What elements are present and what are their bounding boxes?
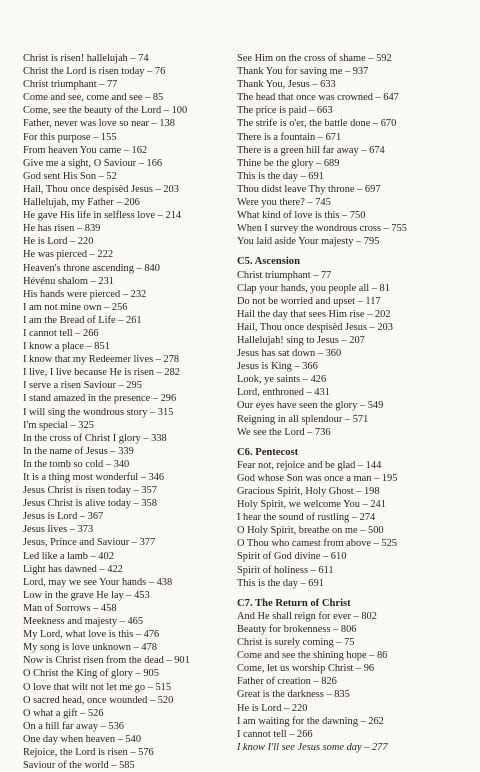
index-entry: Jesus lives – 373 xyxy=(23,524,94,536)
index-entry: O Thou who camest from above – 525 xyxy=(237,538,397,550)
index-entry: Christ triumphant – 77 xyxy=(237,269,332,281)
section-heading: C6. Pentecost xyxy=(237,446,299,458)
index-entry: Light has dawned – 422 xyxy=(23,563,123,575)
index-entry: I'm special – 325 xyxy=(23,419,94,431)
index-entry: Fear not, rejoice and be glad – 144 xyxy=(237,459,382,471)
index-entry: Jesus, Prince and Saviour – 377 xyxy=(23,537,156,549)
index-entry: Come and see, come and see – 85 xyxy=(23,92,164,104)
index-entry: Clap your hands, you people all – 81 xyxy=(237,282,390,294)
index-entry: Great is the darkness – 835 xyxy=(237,689,350,701)
index-entry: The price is paid – 663 xyxy=(237,105,333,117)
index-entry: Reigning in all splendour – 571 xyxy=(237,413,369,425)
index-entry: Lord, enthroned – 431 xyxy=(237,387,330,399)
index-entry: Give me a sight, O Saviour – 166 xyxy=(23,157,163,169)
index-entry: In the cross of Christ I glory – 338 xyxy=(23,432,167,444)
index-entry: There is a green hill far away – 674 xyxy=(237,144,385,156)
index-entry: I know a place – 851 xyxy=(23,341,110,353)
index-entry: I cannot tell – 266 xyxy=(23,327,99,339)
index-entry: I cannot tell – 266 xyxy=(237,728,313,740)
index-entry: Thou didst leave Thy throne – 697 xyxy=(237,183,381,195)
index-entry: One day when heaven – 540 xyxy=(23,733,142,745)
index-entry: O what a gift – 526 xyxy=(23,707,104,719)
index-entry: Led like a lamb – 402 xyxy=(23,550,114,562)
index-entry: Lord, may we see Your hands – 438 xyxy=(23,576,173,588)
index-entry: The head that once was crowned – 647 xyxy=(237,92,399,104)
index-entry: Spirit of God divine – 610 xyxy=(237,551,347,563)
index-entry: I am waiting for the dawning – 262 xyxy=(237,715,384,727)
index-entry: For this purpose – 155 xyxy=(23,131,117,143)
index-entry: His hands were pierced – 232 xyxy=(23,288,147,300)
index-entry: I am the Bread of Life – 261 xyxy=(23,314,142,326)
index-entry: Holy Spirit, we welcome You – 241 xyxy=(237,499,386,511)
index-entry: Father, never was love so near – 138 xyxy=(23,118,175,130)
index-entry: Now is Christ risen from the dead – 901 xyxy=(23,655,190,667)
index-entry: He was pierced – 222 xyxy=(23,249,114,261)
index-entry: Come, let us worship Christ – 96 xyxy=(237,663,375,675)
index-entry: Thine be the glory – 689 xyxy=(237,157,340,169)
index-entry: I am not mine own – 256 xyxy=(23,301,128,313)
index-entry: Thank You, Jesus – 633 xyxy=(237,79,336,91)
index-entry: And He shall reign for ever – 802 xyxy=(237,610,377,622)
index-entry: He is Lord – 220 xyxy=(237,702,308,714)
index-entry: Jesus is Lord – 367 xyxy=(23,511,104,523)
index-entry: From heaven You came – 162 xyxy=(23,144,148,156)
index-entry: See Him on the cross of shame – 592 xyxy=(237,53,392,64)
index-entry: He is Lord – 220 xyxy=(23,236,94,248)
index-entry: O Holy Spirit, breathe on me – 500 xyxy=(237,525,384,537)
index-entry: He gave His life in selfless love – 214 xyxy=(23,210,182,222)
index-entry: Hallelujah, my Father – 206 xyxy=(23,197,140,209)
index-entry: Christ is surely coming – 75 xyxy=(237,637,355,649)
index-entry: Saviour of the world – 585 xyxy=(23,760,135,772)
index-entry: Low in the grave He lay – 453 xyxy=(23,589,150,601)
index-entry: My Lord, what love is this – 476 xyxy=(23,629,160,641)
index-entry: Father of creation – 826 xyxy=(237,676,337,688)
index-entry: Gracious Spirit, Holy Ghost – 198 xyxy=(237,486,380,497)
index-entry: You laid aside Your majesty – 795 xyxy=(237,236,380,248)
index-entry: In the tomb so cold – 340 xyxy=(23,458,130,470)
index-entry: Hévénu shalom – 231 xyxy=(23,275,114,287)
index-entry: It is a thing most wonderful – 346 xyxy=(23,472,165,483)
index-entry: Come and see the shining hope – 86 xyxy=(237,650,388,662)
index-entry: I hear the sound of rustling – 274 xyxy=(237,512,376,524)
index-entry: Jesus is King – 366 xyxy=(237,361,318,373)
index-entry: I will sing the wondrous story – 315 xyxy=(23,406,174,418)
left-column xyxy=(23,52,228,772)
index-entry: God whose Son was once a man – 195 xyxy=(237,472,398,484)
index-entry: In the name of Jesus – 339 xyxy=(23,445,134,457)
index-entry: O love that wilt not let me go – 515 xyxy=(23,681,172,693)
index-entry: There is a fountain – 671 xyxy=(237,131,342,143)
index-entry: Meekness and majesty – 465 xyxy=(23,616,144,628)
index-entry: The strife is o'er, the battle done – 670 xyxy=(237,118,397,130)
index-entry: Look, ye saints – 426 xyxy=(237,374,327,386)
index-entry: Jesus Christ is alive today – 358 xyxy=(23,498,157,510)
index-entry: Hallelujah! sing to Jesus – 207 xyxy=(237,334,365,346)
index-entry: What kind of love is this – 750 xyxy=(237,210,366,222)
index-entry: Come, see the beauty of the Lord – 100 xyxy=(23,105,188,117)
index-entry: Rejoice, the Lord is risen – 576 xyxy=(23,746,154,758)
index-entry: I live, I live because He is risen – 282 xyxy=(23,367,180,379)
index-entry: This is the day – 691 xyxy=(237,577,324,589)
index-entry: Hail, Thou once despisèd Jesus – 203 xyxy=(23,183,179,195)
index-entry: Hail the day that sees Him rise – 202 xyxy=(237,308,391,320)
section-heading: C7. The Return of Christ xyxy=(237,597,351,609)
index-entry: Jesus Christ is risen today – 357 xyxy=(23,485,157,497)
index-entry: I stand amazed in the presence – 296 xyxy=(23,393,177,405)
index-entry: Beauty for brokenness – 806 xyxy=(237,623,357,635)
index-entry: Christ is risen! hallelujah – 74 xyxy=(23,53,149,64)
index-entry: I know I'll see Jesus some day – 277 xyxy=(237,741,388,753)
index-entry: O sacred head, once wounded – 520 xyxy=(23,694,174,706)
index-entry: My song is love unknown – 478 xyxy=(23,642,157,654)
index-entry: Man of Sorrows – 458 xyxy=(23,602,117,614)
index-entry: I know that my Redeemer lives – 278 xyxy=(23,354,180,366)
index-entry: Christ the Lord is risen today – 76 xyxy=(23,66,166,78)
index-entry: Christ triumphant – 77 xyxy=(23,79,118,91)
index-entry: Spirit of holiness – 611 xyxy=(237,564,334,576)
index-entry: When I survey the wondrous cross – 755 xyxy=(237,223,407,235)
index-entry: Hail, Thou once despisèd Jesus – 203 xyxy=(237,321,393,333)
index-entry: Do not be worried and upset – 117 xyxy=(237,295,381,307)
index-entry: Thank You for saving me – 937 xyxy=(237,66,369,78)
section-heading: C5. Ascension xyxy=(237,256,300,268)
index-entry: Jesus has sat down – 360 xyxy=(237,348,342,360)
index-entry: God sent His Son – 52 xyxy=(23,170,117,182)
index-entry: Our eyes have seen the glory – 549 xyxy=(237,400,384,412)
index-entry: This is the day – 691 xyxy=(237,170,324,182)
index-entry: Heaven's throne ascending – 840 xyxy=(23,262,160,274)
index-entry: He has risen – 839 xyxy=(23,223,101,235)
right-column xyxy=(237,52,467,754)
index-entry: We see the Lord – 736 xyxy=(237,426,331,438)
index-entry: Were you there? – 745 xyxy=(237,197,331,209)
index-entry: On a hill far away – 536 xyxy=(23,720,124,732)
index-entry: I serve a risen Saviour – 295 xyxy=(23,380,142,392)
index-entry: O Christ the King of glory – 905 xyxy=(23,668,159,680)
